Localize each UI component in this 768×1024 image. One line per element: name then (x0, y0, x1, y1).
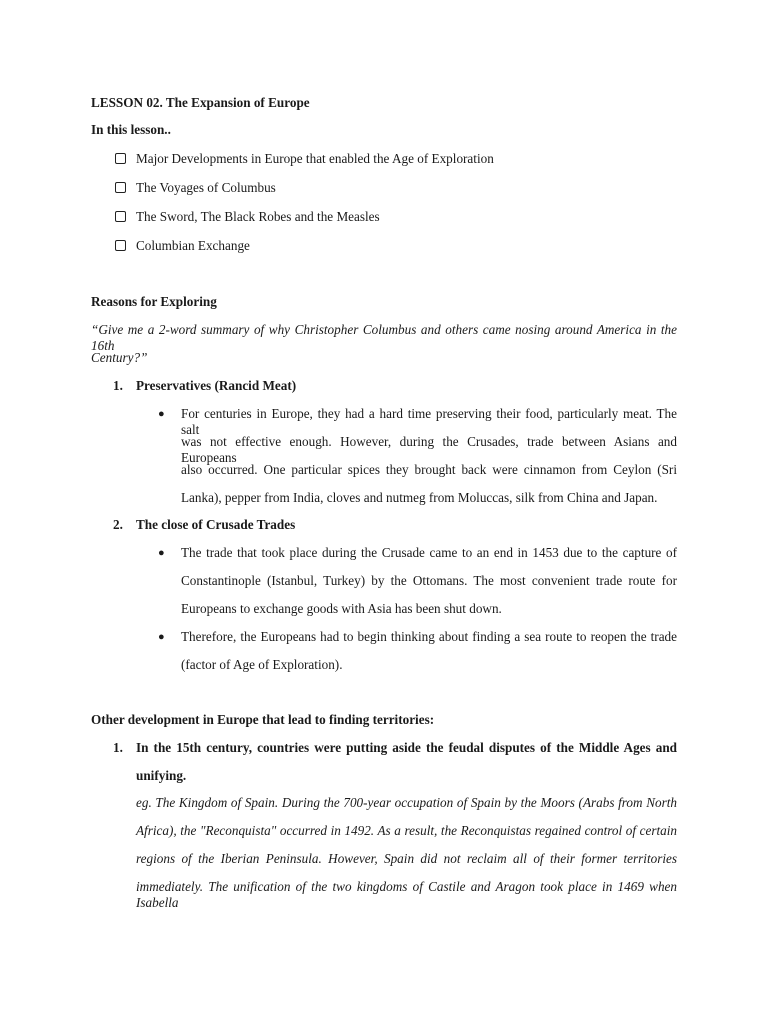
reason-2-bullet-1-line-1: The trade that took place during the Crusade came to an end in 1453 due to the capture of (181, 545, 677, 560)
reason-1-bullet-1-line-2: was not effective enough. However, during the Crusades, trade between Asians and Europeans (181, 434, 677, 465)
in-this-lesson-label: In this lesson.. (91, 122, 171, 137)
reasons-quote-line-1: “Give me a 2-word summary of why Christopher Columbus and others came nosing around America in the 16th (91, 322, 677, 353)
reason-1-bullet-1-line-3: also occurred. One particular spices they brought back were cinnamon from Ceylon (Sri (181, 462, 677, 477)
bullet-icon: ● (158, 547, 165, 559)
bullet-icon: ● (158, 631, 165, 643)
other-1-title-line-1: In the 15th century, countries were putting aside the feudal disputes of the Middle Ages and (136, 740, 677, 755)
other-1-example-line-1: eg. The Kingdom of Spain. During the 700-year occupation of Spain by the Moors (Arabs from North (136, 795, 677, 810)
checkbox-3[interactable] (115, 211, 126, 222)
reason-2-number: 2. (113, 517, 123, 532)
checkbox-1[interactable] (115, 153, 126, 164)
other-1-example-line-4: immediately. The unification of the two kingdoms of Castile and Aragon took place in 1469 when Isabella (136, 879, 677, 910)
reason-2-title: The close of Crusade Trades (136, 517, 296, 532)
reason-1-bullet-1-line-1: For centuries in Europe, they had a hard time preserving their food, particularly meat. The salt (181, 406, 677, 437)
reason-2-bullet-2-line-2: (factor of Age of Exploration). (181, 657, 343, 672)
other-1-number: 1. (113, 740, 123, 755)
reason-2-bullet-1-line-2: Constantinople (Istanbul, Turkey) by the Ottomans. The most convenient trade route for (181, 573, 677, 588)
lesson-title: LESSON 02. The Expansion of Europe (91, 95, 310, 110)
checklist-item-2: The Voyages of Columbus (136, 180, 276, 195)
bullet-icon: ● (158, 408, 165, 420)
reasons-quote-line-2: Century?” (91, 350, 148, 365)
other-1-example-line-3: regions of the Iberian Peninsula. However, Spain did not reclaim all of their former territories (136, 851, 677, 866)
checklist-item-4: Columbian Exchange (136, 238, 250, 253)
reason-2-bullet-1-line-3: Europeans to exchange goods with Asia has been shut down. (181, 601, 502, 616)
reason-2-bullet-2-line-1: Therefore, the Europeans had to begin thinking about finding a sea route to reopen the trade (181, 629, 677, 644)
checklist-item-1: Major Developments in Europe that enabled the Age of Exploration (136, 151, 494, 166)
reason-1-title: Preservatives (Rancid Meat) (136, 378, 297, 393)
checklist-item-3: The Sword, The Black Robes and the Measles (136, 209, 380, 224)
checkbox-4[interactable] (115, 240, 126, 251)
checkbox-2[interactable] (115, 182, 126, 193)
reason-1-bullet-1-line-4: Lanka), pepper from India, cloves and nutmeg from Moluccas, silk from China and Japan. (181, 490, 658, 505)
other-1-title-line-2: unifying. (136, 768, 187, 783)
reasons-heading: Reasons for Exploring (91, 294, 217, 309)
other-heading: Other development in Europe that lead to finding territories: (91, 712, 435, 727)
reason-1-number: 1. (113, 378, 123, 393)
other-1-example-line-2: Africa), the "Reconquista" occurred in 1492. As a result, the Reconquistas regained control of certain (136, 823, 677, 838)
